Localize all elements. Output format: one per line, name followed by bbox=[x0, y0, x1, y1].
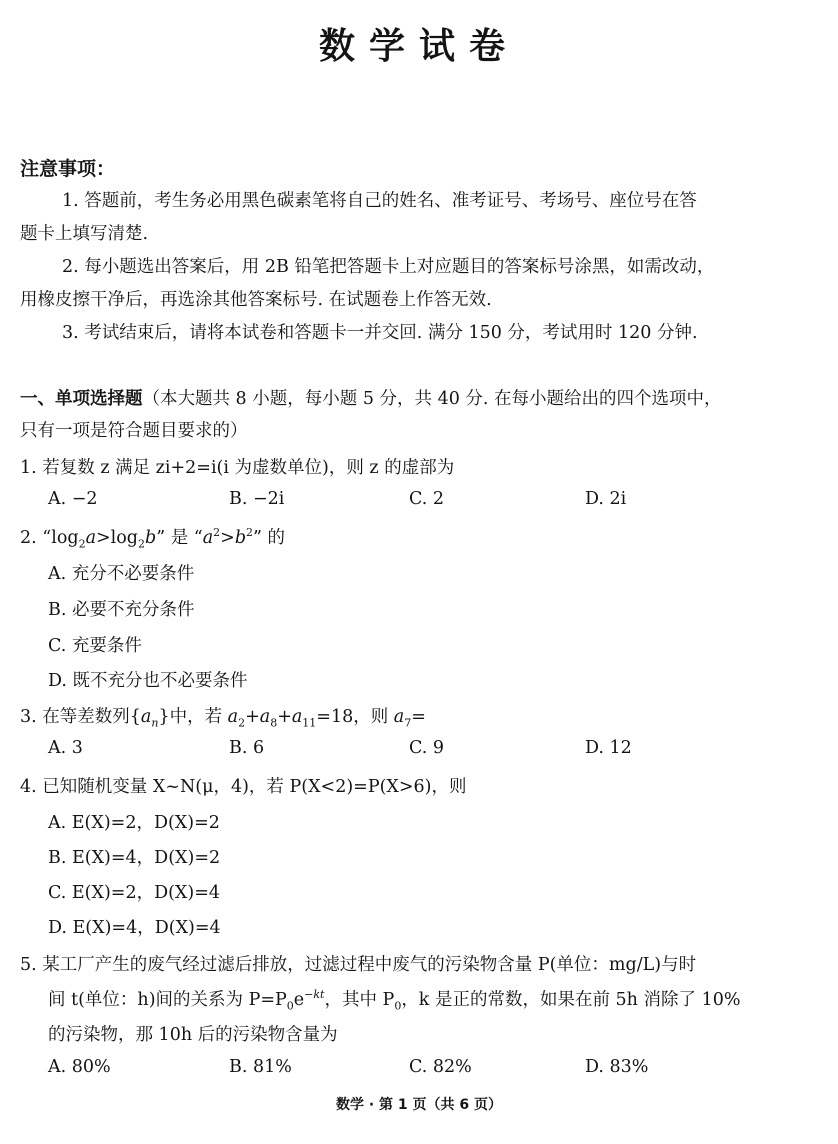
q3-option-a: A. 3 bbox=[48, 738, 83, 758]
q5-option-c: C. 82% bbox=[409, 1057, 472, 1077]
q3-stem-prefix: 3. 在等差数列{ bbox=[20, 707, 141, 727]
q2-option-b: B. 必要不充分条件 bbox=[48, 600, 195, 620]
notice-item-2-line-1: 2. 每小题选出答案后，用 2B 铅笔把答题卡上对应题目的答案标号涂黑，如需改动， bbox=[62, 257, 715, 277]
q2-stem: 2. “$\log_2a>\log_2b$” 是 “$a^2>b^2$” 的 bbox=[20, 526, 286, 551]
section-1-header bbox=[20, 385, 722, 410]
q5-line-2-suffix: ，其中 P bbox=[324, 990, 395, 1010]
q1-option-b: B. −2i bbox=[229, 489, 285, 509]
q3-option-c: C. 9 bbox=[409, 738, 445, 758]
q4-option-b: B. E(X)=4，D(X)=2 bbox=[48, 848, 221, 868]
q5-line-2-end: ，k 是正的常数，如果在前 5h 消除了 10% bbox=[401, 990, 741, 1010]
section-1-desc-line-2: 只有一项是符合题目要求的） bbox=[20, 421, 248, 441]
q1-option-c: C. 2 bbox=[409, 489, 445, 509]
q2-option-c: C. 充要条件 bbox=[48, 636, 142, 656]
q2-stem-suffix: ” 的 bbox=[253, 528, 286, 548]
q5-line-2: 间 t(单位：h)间的关系为 $P=P_0e^{-kt}$，其中 $P_0$，k 是正的常数，如果在前 5h 消除了 10% bbox=[48, 988, 741, 1013]
q4-option-c: C. E(X)=2，D(X)=4 bbox=[48, 883, 221, 903]
q5-line-2-mid: e bbox=[293, 990, 305, 1010]
q5-line-2-prefix: 间 t(单位：h)间的关系为 P=P bbox=[48, 990, 287, 1010]
q1-option-a: A. −2 bbox=[48, 489, 98, 509]
q1-option-d: D. 2i bbox=[585, 489, 627, 509]
q2-stem-prefix: 2. “ bbox=[20, 528, 52, 548]
notice-item-1-line-1: 1. 答题前，考生务必用黑色碳素笔将自己的姓名、准考证号、考场号、座位号在答 bbox=[62, 191, 697, 211]
q4-option-a: A. E(X)=2，D(X)=2 bbox=[48, 813, 220, 833]
section-1-desc-line-1: （本大题共 8 小题，每小题 5 分，共 40 分. 在每小题给出的四个选项中， bbox=[142, 389, 722, 409]
q5-line-3: 的污染物，那 10h 后的污染物含量为 bbox=[48, 1025, 338, 1045]
page-title: 数学试卷 bbox=[318, 26, 519, 67]
q3-stem-mid: }中，若 bbox=[158, 707, 228, 727]
q3-stem-eq: =18，则 bbox=[316, 707, 394, 727]
section-1-label: 一、单项选择题 bbox=[20, 389, 143, 409]
notice-item-1-line-2: 题卡上填写清楚. bbox=[20, 224, 149, 244]
page-footer: 数学 · 第 1 页（共 6 页） bbox=[335, 1097, 503, 1113]
q3-option-b: B. 6 bbox=[229, 738, 265, 758]
q2-option-d: D. 既不充分也不必要条件 bbox=[48, 671, 248, 691]
q5-option-a: A. 80% bbox=[48, 1057, 111, 1077]
q5-option-b: B. 81% bbox=[229, 1057, 292, 1077]
q3-option-d: D. 12 bbox=[585, 738, 632, 758]
q2-stem-mid: ” 是 “ bbox=[156, 528, 203, 548]
notice-item-2-line-2: 用橡皮擦干净后，再选涂其他答案标号. 在试题卷上作答无效. bbox=[20, 290, 492, 310]
notice-heading: 注意事项： bbox=[20, 158, 116, 180]
q2-option-a: A. 充分不必要条件 bbox=[48, 564, 195, 584]
q1-stem: 1. 若复数 z 满足 zi+2=i(i 为虚数单位)，则 z 的虚部为 bbox=[20, 458, 455, 478]
q5-option-d: D. 83% bbox=[585, 1057, 649, 1077]
notice-item-3: 3. 考试结束后，请将本试卷和答题卡一并交回. 满分 150 分，考试用时 120 分钟. bbox=[62, 323, 698, 343]
q5-line-1: 5. 某工厂产生的废气经过滤后排放，过滤过程中废气的污染物含量 P(单位：mg/L)与时 bbox=[20, 955, 697, 975]
q4-option-d: D. E(X)=4，D(X)=4 bbox=[48, 918, 221, 938]
q3-stem-end: = bbox=[411, 707, 426, 727]
q4-stem: 4. 已知随机变量 X~N(μ，4)，若 P(X<2)=P(X>6)，则 bbox=[20, 777, 467, 797]
q3-stem: 3. 在等差数列$\{a_n\}$中，若 $a_2+a_8+a_{11}=18$，则 $a_7=$ bbox=[20, 707, 426, 730]
